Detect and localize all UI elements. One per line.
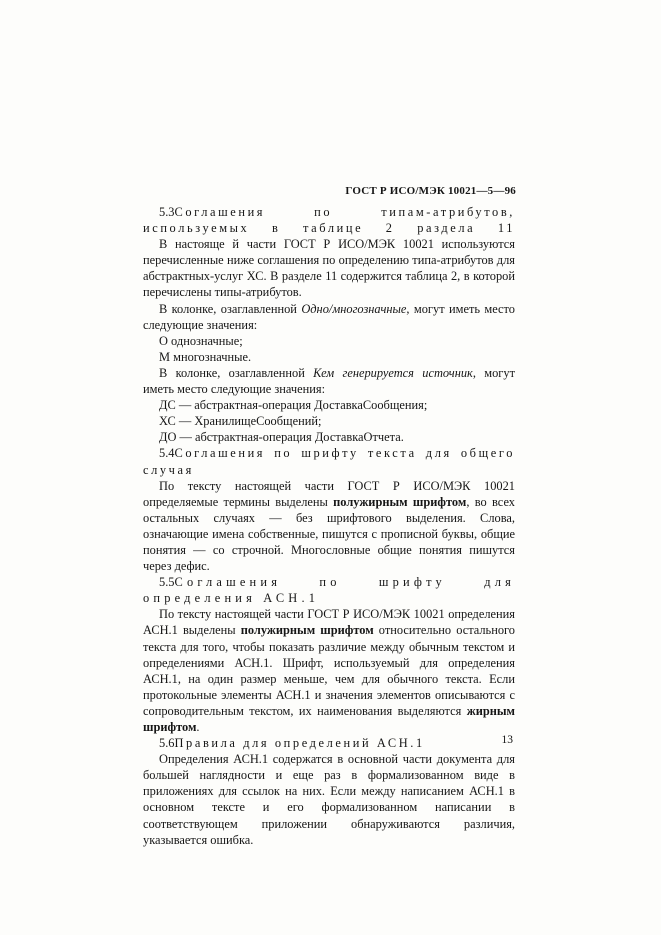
section-number: 5.6 xyxy=(159,736,175,751)
section-title: Соглашения по типам-атрибутов, используемых в таблице 2 раздела 11 xyxy=(143,205,515,236)
section-number: 5.3 xyxy=(159,205,175,219)
list-item: М многозначные. xyxy=(159,349,252,364)
text-run: . xyxy=(196,720,200,734)
text-run: По тексту настоящей части ГОСТ Р ИСО/МЭК 10021 определяемые термины выделены xyxy=(143,478,515,509)
italic-term: Кем генерируется источник xyxy=(313,365,473,380)
bold-term: жирным шрифтом xyxy=(143,703,515,734)
list-item: О однозначные; xyxy=(159,333,243,348)
text-run: В колонке, озаглавленной xyxy=(159,301,302,316)
paragraph xyxy=(143,365,515,397)
italic-term: Одно/многозначные xyxy=(301,301,407,316)
bold-term: полужирным шрифтом xyxy=(333,494,467,509)
text-run: , могут иметь место следующие значения: xyxy=(143,301,515,332)
section-title: Соглашения по шрифту текста для общего случая xyxy=(143,446,515,477)
section-5-4-heading xyxy=(143,445,515,477)
text-run: относительно остального текста для того, чтобы показать различие между обычным текстом и определениями АСН.1. Шрифт, используемый для определения АСН.1, на один размер меньше, чем для обычного текста. Если протокольные элементы АСН.1 и значения элементов описываются с сопроводительным текстом, их наименования выделяются xyxy=(143,623,516,718)
section-number: 5.4 xyxy=(159,446,175,461)
text-run: По тексту настоящей части ГОСТ Р ИСО/МЭК 10021 определения АСН.1 выделены xyxy=(143,607,515,638)
list-item: ДО — абстрактная-операция ДоставкаОтчета. xyxy=(159,430,404,445)
document-header: ГОСТ Р ИСО/МЭК 10021—5—96 xyxy=(345,185,516,197)
page-number: 13 xyxy=(501,734,513,746)
list-item: ХС — ХранилищеСообщений; xyxy=(159,414,322,429)
bold-term: полужирным шрифтом xyxy=(240,623,374,638)
paragraph: Определения АСН.1 содержатся в основной части документа для большей наглядности и еще раз в формализованном виде в приложениях для ссылок на них. Если между написанием АСН.1 в основном тексте и его формализованном написании в соответствующем приложении обнаруживаются различия, указывается ошибка. xyxy=(143,752,515,847)
paragraph xyxy=(143,301,515,333)
paragraph xyxy=(143,606,515,735)
section-5-6-heading xyxy=(143,735,515,751)
text-run: В колонке, озаглавленной xyxy=(159,365,314,380)
list-item: ДС — абстрактная-операция ДоставкаСообщения; xyxy=(159,398,428,413)
paragraph xyxy=(143,478,515,575)
body-text xyxy=(143,204,515,848)
section-5-5-heading xyxy=(143,574,515,606)
text-run: , могут иметь место следующие значения: xyxy=(143,365,515,397)
paragraph: В настояще й части ГОСТ Р ИСО/МЭК 10021 используются перечисленные ниже соглашения по определению типа-атрибутов для абстрактных-услуг ХС. В разделе 11 содержится таблица 2, в которой перечислены типы-атрибутов. xyxy=(143,237,515,300)
text-run: , во всех остальных случаях — без шрифтового выделения. Слова, означающие имена собственные, пишутся с прописной буквы, общие понятия — со строчной. Многословные общие понятия пишутся через дефис. xyxy=(143,494,515,574)
section-title: Правила для определений АСН.1 xyxy=(174,736,425,751)
section-5-3-heading xyxy=(143,204,515,236)
section-title: Соглашения по шрифту для определения АСН.1 xyxy=(143,575,515,606)
section-number: 5.5 xyxy=(159,575,175,590)
